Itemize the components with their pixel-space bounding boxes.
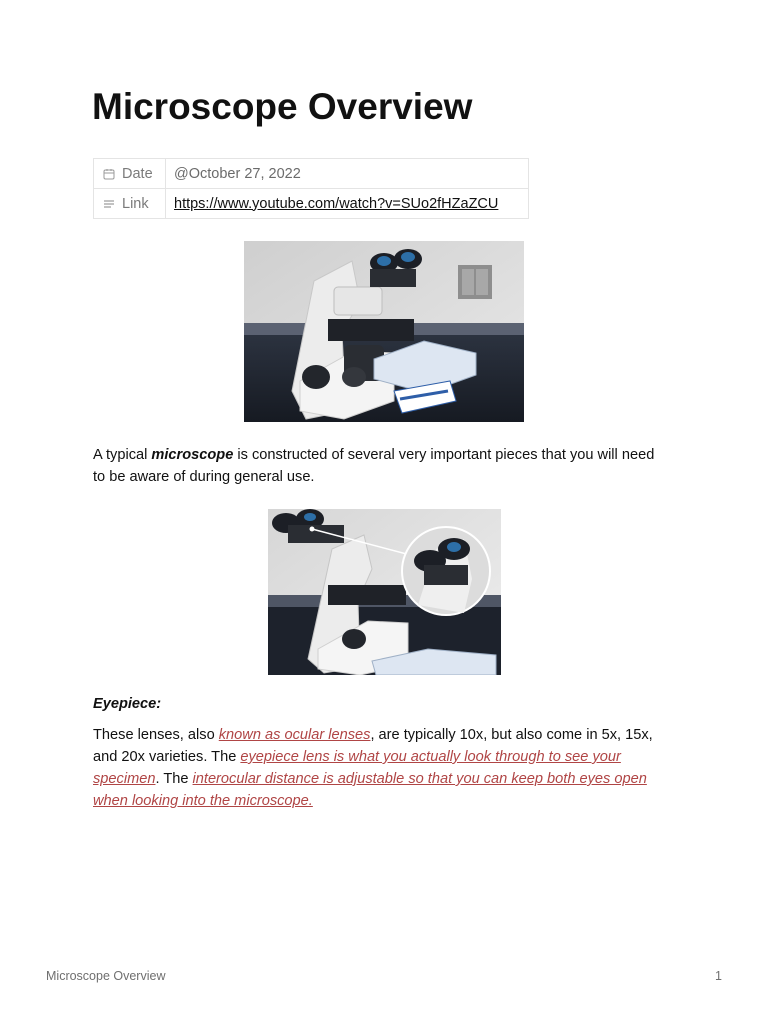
date-value[interactable]: @October 27, 2022 — [166, 159, 529, 189]
property-row-date — [94, 159, 529, 189]
page-title: Microscope Overview — [92, 86, 473, 127]
property-key — [94, 159, 166, 189]
properties-table — [93, 158, 529, 219]
page-number: 1 — [715, 969, 722, 983]
eyepiece-callout-photo — [268, 509, 501, 675]
highlight-link[interactable]: interocular distance is adjustable so that you can keep both eyes open when looking into the microscope. — [93, 771, 647, 809]
lines-icon — [103, 198, 115, 210]
intro-paragraph: A typical microscope is constructed of several very important pieces that you will need to be aware of during general use. — [93, 447, 655, 485]
eyepiece-paragraph: These lenses, also known as ocular lenses, are typically 10x, but also come in 5x, 15x, and 20x varieties. The eyepiece lens is what you actually look through to see your specimen. The interocular distance is adjustable so that you can keep both eyes open when looking into the microscope. — [93, 727, 653, 809]
highlight-link[interactable]: eyepiece lens is what you actually look through to see your specimen — [93, 749, 621, 787]
microscope-photo — [244, 241, 524, 422]
youtube-link[interactable]: https://www.youtube.com/watch?v=SUo2fHZaZCU — [174, 195, 499, 212]
highlight-link[interactable]: known as ocular lenses — [218, 727, 371, 743]
property-key — [94, 189, 166, 219]
property-key-label: Link — [122, 195, 149, 212]
footer-title: Microscope Overview — [46, 969, 166, 983]
eyepiece-heading: Eyepiece: — [93, 696, 162, 712]
calendar-icon — [103, 168, 115, 180]
property-key-label: Date — [122, 165, 153, 182]
microscope-term: microscope — [151, 447, 234, 463]
property-row-link — [94, 189, 529, 219]
